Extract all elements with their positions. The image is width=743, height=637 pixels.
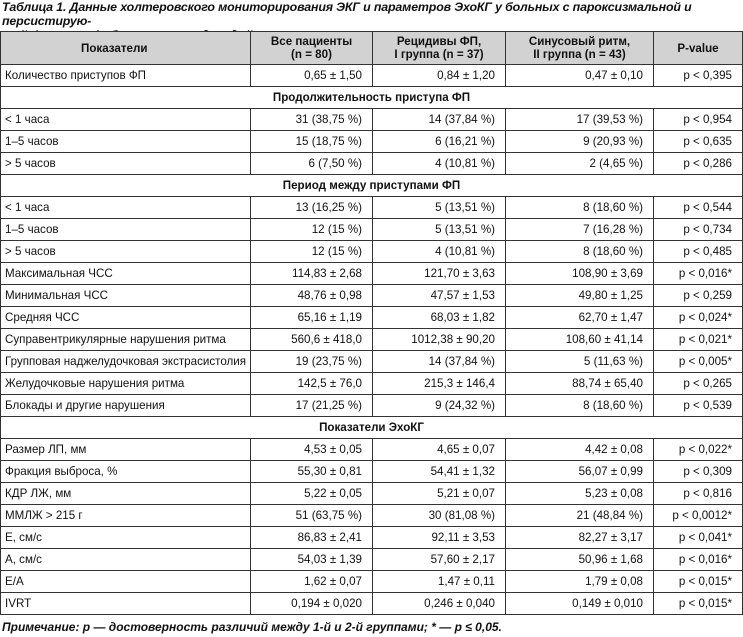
table-row [1, 571, 743, 593]
cell-p-value: p < 0,015* [654, 571, 743, 593]
cell-group-1: 0,84 ± 1,20 [373, 65, 506, 87]
table-body [1, 65, 743, 615]
table-caption: Таблица 1. Данные холтеровского мониторирования ЭКГ и параметров ЭхоКГ у больных с пароксизмальной и персистирую- [2, 0, 692, 28]
cell-all-patients: 1,62 ± 0,07 [251, 571, 373, 593]
cell-group-2: 4,42 ± 0,08 [506, 439, 654, 461]
section-row [1, 417, 743, 439]
cell-indicator: ММЛЖ > 215 г [1, 505, 251, 527]
cell-all-patients: 114,83 ± 2,68 [251, 263, 373, 285]
cell-indicator: > 5 часов [1, 153, 251, 175]
section-title: Показатели ЭхоКГ [1, 417, 743, 439]
cell-indicator: Максимальная ЧСС [1, 263, 251, 285]
cell-group-1: 92,11 ± 3,53 [373, 527, 506, 549]
cell-all-patients: 55,30 ± 0,81 [251, 461, 373, 483]
cell-indicator: > 5 часов [1, 241, 251, 263]
table-row [1, 461, 743, 483]
section-title: Период между приступами ФП [1, 175, 743, 197]
cell-all-patients: 54,03 ± 1,39 [251, 549, 373, 571]
table-row [1, 153, 743, 175]
cell-indicator: Групповая наджелудочковая экстрасистолия [1, 351, 251, 373]
cell-p-value: p < 0,816 [654, 483, 743, 505]
cell-p-value: p < 0,005* [654, 351, 743, 373]
table-row [1, 263, 743, 285]
cell-all-patients: 4,53 ± 0,05 [251, 439, 373, 461]
table-row [1, 109, 743, 131]
cell-group-2: 88,74 ± 65,40 [506, 373, 654, 395]
table-row [1, 351, 743, 373]
cell-p-value: p < 0,265 [654, 373, 743, 395]
table-row [1, 593, 743, 615]
cell-group-1: 5 (13,51 %) [373, 219, 506, 241]
cell-p-value: p < 0,395 [654, 65, 743, 87]
table-row [1, 373, 743, 395]
table-row [1, 285, 743, 307]
cell-all-patients: 0,65 ± 1,50 [251, 65, 373, 87]
cell-group-1: 0,246 ± 0,040 [373, 593, 506, 615]
cell-p-value: p < 0,016* [654, 263, 743, 285]
cell-p-value: p < 0,024* [654, 307, 743, 329]
cell-group-1: 47,57 ± 1,53 [373, 285, 506, 307]
data-table [0, 31, 743, 615]
cell-indicator: E, см/с [1, 527, 251, 549]
cell-group-1: 215,3 ± 146,4 [373, 373, 506, 395]
cell-indicator: E/A [1, 571, 251, 593]
table-row [1, 219, 743, 241]
cell-group-1: 14 (37,84 %) [373, 351, 506, 373]
cell-indicator: Минимальная ЧСС [1, 285, 251, 307]
cell-all-patients: 12 (15 %) [251, 241, 373, 263]
cell-all-patients: 17 (21,25 %) [251, 395, 373, 417]
cell-p-value: p < 0,485 [654, 241, 743, 263]
cell-p-value: p < 0,286 [654, 153, 743, 175]
table-row [1, 131, 743, 153]
cell-all-patients: 5,22 ± 0,05 [251, 483, 373, 505]
cell-group-2: 0,47 ± 0,10 [506, 65, 654, 87]
cell-group-2: 82,27 ± 3,17 [506, 527, 654, 549]
cell-group-2: 8 (18,60 %) [506, 395, 654, 417]
cell-p-value: p < 0,015* [654, 593, 743, 615]
table-row [1, 549, 743, 571]
header-row [1, 32, 743, 65]
cell-p-value: p < 0,0012* [654, 505, 743, 527]
cell-indicator: 1–5 часов [1, 131, 251, 153]
cell-group-1: 4,65 ± 0,07 [373, 439, 506, 461]
cell-group-1: 4 (10,81 %) [373, 153, 506, 175]
cell-group-1: 4 (10,81 %) [373, 241, 506, 263]
table-note: Примечание: p — достоверность различий между 1-й и 2-й группами; * — p ≤ 0,05. [2, 620, 502, 634]
cell-indicator: КДР ЛЖ, мм [1, 483, 251, 505]
cell-group-2: 21 (48,84 %) [506, 505, 654, 527]
cell-all-patients: 48,76 ± 0,98 [251, 285, 373, 307]
cell-group-2: 7 (16,28 %) [506, 219, 654, 241]
cell-p-value: p < 0,259 [654, 285, 743, 307]
table-row [1, 395, 743, 417]
cell-group-2: 108,60 ± 41,14 [506, 329, 654, 351]
cell-indicator: Блокады и другие нарушения [1, 395, 251, 417]
cell-all-patients: 13 (16,25 %) [251, 197, 373, 219]
cell-group-1: 54,41 ± 1,32 [373, 461, 506, 483]
cell-group-2: 0,149 ± 0,010 [506, 593, 654, 615]
header-group-1: Рецидивы ФП, I группа (n = 37) [373, 32, 506, 65]
cell-group-2: 108,90 ± 3,69 [506, 263, 654, 285]
cell-all-patients: 15 (18,75 %) [251, 131, 373, 153]
cell-group-1: 68,03 ± 1,82 [373, 307, 506, 329]
cell-p-value: p < 0,734 [654, 219, 743, 241]
cell-group-1: 6 (16,21 %) [373, 131, 506, 153]
cell-group-1: 57,60 ± 2,17 [373, 549, 506, 571]
cell-indicator: IVRT [1, 593, 251, 615]
table-row [1, 197, 743, 219]
cell-indicator: Фракция выброса, % [1, 461, 251, 483]
cell-group-2: 17 (39,53 %) [506, 109, 654, 131]
section-row [1, 87, 743, 109]
cell-indicator: Средняя ЧСС [1, 307, 251, 329]
cell-all-patients: 31 (38,75 %) [251, 109, 373, 131]
cell-group-1: 14 (37,84 %) [373, 109, 506, 131]
cell-group-2: 62,70 ± 1,47 [506, 307, 654, 329]
table-row [1, 527, 743, 549]
cell-p-value: p < 0,544 [654, 197, 743, 219]
cell-all-patients: 65,16 ± 1,19 [251, 307, 373, 329]
table-row [1, 329, 743, 351]
cell-indicator: 1–5 часов [1, 219, 251, 241]
cell-indicator: A, см/с [1, 549, 251, 571]
cell-group-1: 30 (81,08 %) [373, 505, 506, 527]
cell-group-1: 5 (13,51 %) [373, 197, 506, 219]
table-row [1, 505, 743, 527]
section-title: Продолжительность приступа ФП [1, 87, 743, 109]
header-group-2: Синусовый ритм, II группа (n = 43) [506, 32, 654, 65]
cell-all-patients: 12 (15 %) [251, 219, 373, 241]
cell-all-patients: 142,5 ± 76,0 [251, 373, 373, 395]
cell-group-1: 5,21 ± 0,07 [373, 483, 506, 505]
cell-all-patients: 51 (63,75 %) [251, 505, 373, 527]
cell-group-2: 50,96 ± 1,68 [506, 549, 654, 571]
table-row [1, 307, 743, 329]
table-row [1, 439, 743, 461]
cell-group-2: 56,07 ± 0,99 [506, 461, 654, 483]
cell-group-2: 5 (11,63 %) [506, 351, 654, 373]
cell-all-patients: 6 (7,50 %) [251, 153, 373, 175]
table-row [1, 241, 743, 263]
cell-indicator: Количество приступов ФП [1, 65, 251, 87]
cell-p-value: p < 0,954 [654, 109, 743, 131]
cell-indicator: < 1 часа [1, 197, 251, 219]
header-indicators: Показатели [1, 32, 251, 65]
table-row [1, 483, 743, 505]
cell-p-value: p < 0,016* [654, 549, 743, 571]
cell-indicator: < 1 часа [1, 109, 251, 131]
header-p-value: P-value [654, 32, 743, 65]
cell-all-patients: 0,194 ± 0,020 [251, 593, 373, 615]
cell-all-patients: 86,83 ± 2,41 [251, 527, 373, 549]
cell-group-1: 1,47 ± 0,11 [373, 571, 506, 593]
cell-p-value: p < 0,309 [654, 461, 743, 483]
cell-group-1: 1012,38 ± 90,20 [373, 329, 506, 351]
cell-p-value: p < 0,022* [654, 439, 743, 461]
section-row [1, 175, 743, 197]
cell-group-2: 9 (20,93 %) [506, 131, 654, 153]
cell-group-2: 2 (4,65 %) [506, 153, 654, 175]
cell-p-value: p < 0,021* [654, 329, 743, 351]
cell-group-2: 49,80 ± 1,25 [506, 285, 654, 307]
cell-p-value: p < 0,635 [654, 131, 743, 153]
cell-group-2: 1,79 ± 0,08 [506, 571, 654, 593]
cell-all-patients: 19 (23,75 %) [251, 351, 373, 373]
cell-group-2: 5,23 ± 0,08 [506, 483, 654, 505]
table-row [1, 65, 743, 87]
cell-indicator: Размер ЛП, мм [1, 439, 251, 461]
cell-indicator: Суправентрикулярные нарушения ритма [1, 329, 251, 351]
cell-group-2: 8 (18,60 %) [506, 197, 654, 219]
cell-group-1: 121,70 ± 3,63 [373, 263, 506, 285]
cell-indicator: Желудочковые нарушения ритма [1, 373, 251, 395]
cell-all-patients: 560,6 ± 418,0 [251, 329, 373, 351]
header-all-patients: Все пациенты (n = 80) [251, 32, 373, 65]
cell-group-2: 8 (18,60 %) [506, 241, 654, 263]
cell-group-1: 9 (24,32 %) [373, 395, 506, 417]
cell-p-value: p < 0,539 [654, 395, 743, 417]
cell-p-value: p < 0,041* [654, 527, 743, 549]
